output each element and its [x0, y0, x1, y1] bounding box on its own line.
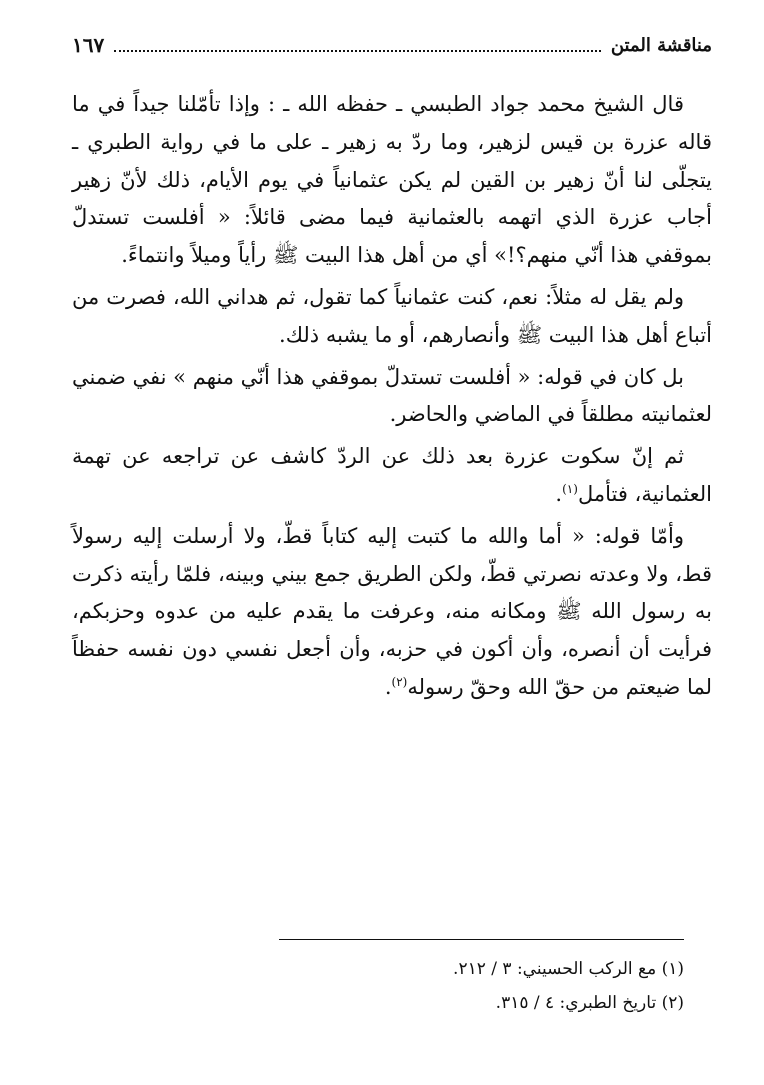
header-dotted-leader [114, 50, 601, 52]
paragraph-text: ثم إنّ سكوت عزرة بعد ذلك عن الردّ كاشف عن تراجعه عن تهمة العثمانية، فتأمل [72, 444, 712, 506]
footnote-1: (١) مع الركب الحسيني: ٣ / ٢١٢. [453, 959, 684, 979]
paragraph-2 [72, 279, 712, 355]
paragraph-text: قال الشيخ محمد جواد الطبسي ـ حفظه الله ـ : وإذا تأمّلنا جيداً في ما قاله عزرة بن قيس لزهير، وما ردّ به زهير ـ على ما في رواية الطبري ـ يتجلّى لنا أنّ زهير بن القين لم يكن عثمانياً في يوم الأيام، ذلك لأنّ زهير أجاب عزرة الذي اتهمه بالعثمانية فيما مضى قائلاً: « أفلست تستدلّ بموقفي هذا أنّي منهم؟!» أي من أهل هذا البيت ﷺ رأياً وميلاً وانتماءً. [72, 92, 713, 268]
paragraph-3 [72, 359, 712, 435]
footnotes [124, 952, 684, 1020]
chapter-title: مناقشة المتن [610, 34, 712, 56]
paragraph-text: وأمّا قوله: « أما والله ما كتبت إليه كتاباً قطّ، ولا أرسلت إليه رسولاً قط، ولا وعدته نصرتي قطّ، ولكن الطريق جمع بيني وبينه، فلمّا رأيته ذكرت به رسول الله ﷺ ومكانه منه، وعرفت ما يقدم عليه من عدوه وحزبكم، فرأيت أن أنصره، وأن أكون في حزبه، وأن أجعل نفسي دون نفسه حفظاً لما ضيعتم من حقّ الله وحقّ رسوله [72, 523, 712, 699]
page-number: ١٦٧ [72, 33, 105, 57]
paragraph-text: بل كان في قوله: « أفلست تستدلّ بموقفي هذا أنّي منهم » نفي ضمني لعثمانيته مطلقاً في الماضي والحاضر. [72, 364, 712, 427]
paragraph-5: وأمّا قوله: « أما والله ما كتبت إليه كتاباً قطّ، ولا أرسلت إليه رسولاً قط، ولا وعدته نصرتي قطّ، ولكن الطريق جمع بيني وبينه، فلمّا رأيته ذكرت به رسول الله ﷺ ومكانه منه، وعرفت ما يقدم عليه من عدوه وحزبكم، فرأيت أن أنصره، وأن أكون في حزبه، وأن أجعل نفسي دون نفسه حفظاً لما ضيعتم من حقّ الله وحقّ رسوله$^{(٢)}$. [72, 523, 712, 699]
running-header [72, 30, 712, 60]
paragraph-text: ولم يقل له مثلاً: نعم، كنت عثمانياً كما تقول، ثم هداني الله، فصرت من أتباع أهل هذا البيت ﷺ وأنصارهم، أو ما يشبه ذلك. [72, 284, 712, 347]
paragraph-4: ثم إنّ سكوت عزرة بعد ذلك عن الردّ كاشف عن تراجعه عن تهمة العثمانية، فتأمل$^{(١)}$. [72, 444, 712, 506]
footnote-ref-2[interactable]: (٢) [391, 674, 408, 689]
footnote-2: (٢) تاريخ الطبري: ٤ / ٣١٥. [495, 993, 684, 1013]
main-text [72, 86, 712, 707]
footnote-ref-1[interactable]: (١) [562, 481, 578, 496]
footnote-separator [279, 939, 684, 940]
paragraph-1 [72, 86, 712, 275]
